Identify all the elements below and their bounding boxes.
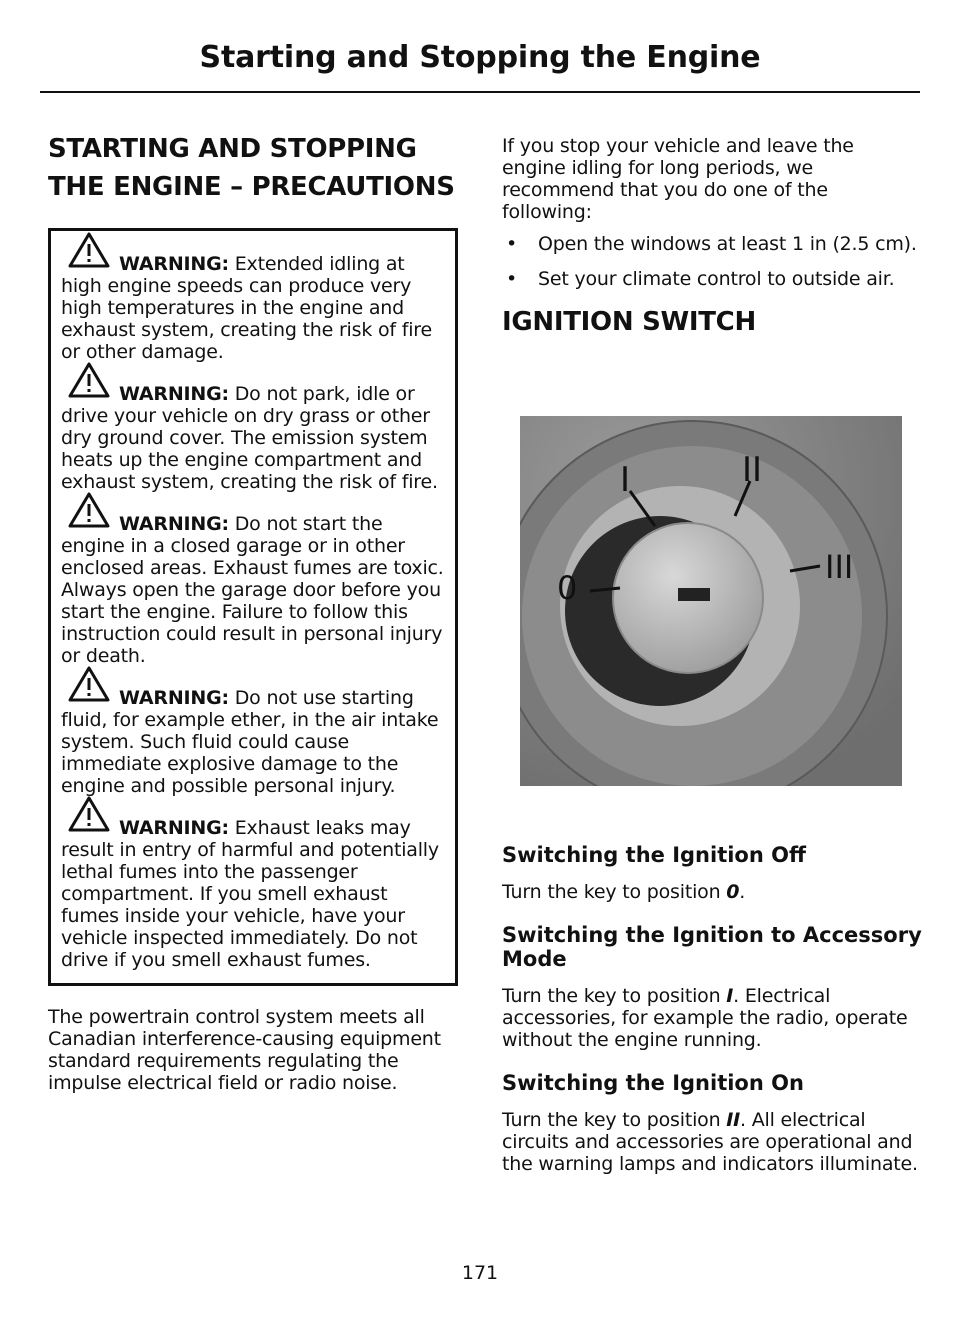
ignition-instructions — [502, 843, 922, 1195]
warning-text: Do not start the engine in a closed garage or in other enclosed areas. Exhaust fumes are toxic. Always open the garage door before you start the engine. Failure to follow this instruction could result in personal injury or death. — [61, 513, 444, 667]
warning-5 — [61, 817, 447, 971]
ignition-off-heading: Switching the Ignition Off — [502, 843, 806, 867]
warning-text: Extended idling at high engine speeds can produce very high temperatures in the engine and exhaust system, creating the risk of fire or other damage. — [61, 253, 432, 363]
list-item: • Open the windows at least 1 in (2.5 cm). — [502, 233, 922, 255]
warning-1 — [61, 253, 447, 363]
warning-triangle-icon — [67, 491, 111, 529]
ignition-off-text: Turn the key to position 0. — [502, 881, 746, 903]
idling-intro: If you stop your vehicle and leave the engine idling for long periods, we recommend that you do one of the following: — [502, 135, 854, 223]
header-divider — [40, 91, 920, 93]
warning-triangle-icon — [67, 665, 111, 703]
ignition-on-text: Turn the key to position II. All electrical circuits and accessories are operational and the warning lamps and indicators illuminate. — [502, 1109, 918, 1175]
accessory-mode-heading: Switching the Ignition to Accessory Mode — [502, 923, 922, 971]
warning-label: WARNING: — [119, 817, 229, 839]
warning-text: Do not park, idle or drive your vehicle on dry grass or other dry ground cover. The emission system heats up the engine compartment and exhaust system, creating the risk of fire. — [61, 383, 438, 493]
warning-triangle-icon — [67, 361, 111, 399]
accessory-mode-text: Turn the key to position I. Electrical accessories, for example the radio, operate without the engine running. — [502, 985, 908, 1051]
position-label-0: 0 — [557, 569, 578, 607]
warning-triangle-icon — [67, 795, 111, 833]
warnings-box — [48, 228, 458, 986]
warning-label: WARNING: — [119, 383, 229, 405]
powertrain-paragraph: The powertrain control system meets all Canadian interference-causing equipment standard requirements regulating the impulse electrical field or radio noise. — [48, 1006, 441, 1094]
warning-label: WARNING: — [119, 253, 229, 275]
page-header-title: Starting and Stopping the Engine — [199, 40, 761, 75]
ignition-switch-illustration — [520, 416, 902, 786]
warning-4 — [61, 687, 447, 797]
warning-text: Exhaust leaks may result in entry of harmful and potentially lethal fumes into the passenger compartment. If you smell exhaust fumes inside your vehicle, have your vehicle inspected immediately. Do not drive if you smell exhaust fumes. — [61, 817, 439, 971]
ignition-switch-heading: IGNITION SWITCH — [502, 307, 756, 337]
idling-list — [502, 233, 922, 290]
left-column — [48, 130, 460, 1094]
warning-2 — [61, 383, 447, 493]
warning-triangle-icon — [67, 231, 111, 269]
position-label-3: III — [825, 548, 854, 586]
warning-label: WARNING: — [119, 513, 229, 535]
list-item: • Set your climate control to outside air. — [502, 268, 922, 290]
ignition-on-heading: Switching the Ignition On — [502, 1071, 804, 1095]
position-label-1: I — [620, 460, 631, 500]
warning-label: WARNING: — [119, 687, 229, 709]
right-column — [502, 135, 922, 341]
key-slot — [678, 588, 710, 601]
warning-text: Do not use starting fluid, for example ether, in the air intake system. Such fluid could cause immediate explosive damage to the engine and possible personal injury. — [61, 687, 439, 797]
precautions-heading: STARTING AND STOPPING THE ENGINE – PRECAUTIONS — [48, 134, 455, 202]
position-label-2: II — [742, 450, 763, 490]
warning-3 — [61, 513, 447, 667]
page-number: 171 — [461, 1262, 499, 1284]
